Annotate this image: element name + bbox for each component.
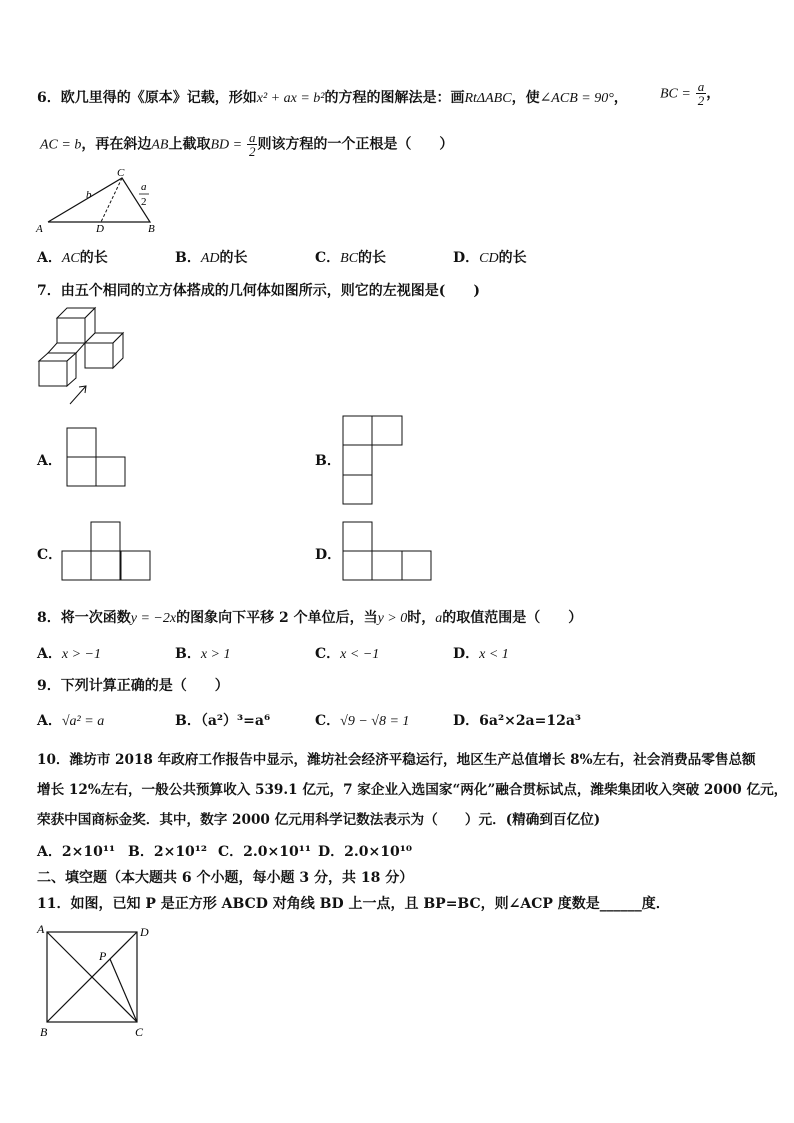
- option-math: AC: [61, 251, 80, 266]
- option-label: D．: [453, 713, 480, 729]
- option-label: B．: [175, 646, 201, 662]
- q6-bc-lhs: BC =: [660, 86, 691, 102]
- option-math: （a²）³=a⁶: [200, 713, 271, 729]
- frac-num: a: [248, 130, 256, 145]
- option-label: B．: [175, 713, 201, 729]
- q7-option-d[interactable]: D．: [315, 547, 342, 563]
- q6-text: ，: [706, 85, 721, 102]
- option-label: B．: [175, 250, 201, 266]
- label-two: 2: [141, 196, 147, 208]
- q6-text: ，: [613, 90, 628, 106]
- option-label: B．: [128, 844, 154, 860]
- q6-bd-lhs: BD =: [210, 137, 243, 153]
- option-label: C．: [315, 646, 341, 662]
- option-label: D．: [453, 250, 480, 266]
- option-label: A．: [37, 713, 62, 729]
- option-math: CD: [479, 251, 499, 266]
- option-text: 的长: [79, 250, 108, 266]
- q10-line1: 10．潍坊市 2018 年政府工作报告中显示，潍坊社会经济平稳运行，地区生产总值增长 8%左右，社会消费品零售总额: [37, 752, 756, 768]
- q6-text: ，使: [511, 90, 540, 106]
- q7-option-b[interactable]: B．: [315, 453, 341, 469]
- q7-stem: 7．由五个相同的立方体搭成的几何体如图所示，则它的左视图是( ): [37, 283, 480, 299]
- option-math: AD: [200, 251, 220, 266]
- label-a: A: [36, 223, 43, 235]
- label-d: D: [140, 925, 149, 939]
- option-text: 的长: [219, 250, 248, 266]
- option-math: √a² = a: [61, 714, 105, 729]
- option-label: C．: [315, 250, 341, 266]
- label-b: B: [40, 1025, 48, 1039]
- segment-pc: [110, 959, 137, 1022]
- q6-angle: ∠ACB = 90°: [539, 91, 614, 106]
- option-label: D．: [318, 844, 345, 860]
- option-label: A．: [37, 844, 62, 860]
- frac-den: 2: [697, 93, 705, 108]
- label-side-a: a: [141, 181, 147, 193]
- q8-function: y = −2x: [130, 611, 177, 626]
- q6-ac: AC = b: [40, 137, 82, 153]
- q11-stem: 11．如图，已知 P 是正方形 ABCD 对角线 BD 上一点，且 BP=BC，则∠ACP 度数是______度．: [37, 896, 670, 912]
- q6-text: 则该方程的一个正根是（ ）: [257, 136, 454, 153]
- option-math: 2×10¹²: [153, 844, 208, 860]
- option-math: 2×10¹¹: [61, 844, 116, 860]
- q6-text: 的方程的图解法是：画: [324, 90, 465, 106]
- option-math: x > 1: [200, 647, 231, 662]
- q9-stem: 9．下列计算正确的是（ ）: [37, 678, 229, 694]
- q8-condition: y > 0: [377, 611, 408, 626]
- q8-text: 时，: [407, 610, 436, 626]
- section-heading-fill-in: 二、填空题（本大题共 6 个小题，每小题 3 分，共 18 分）: [37, 870, 414, 886]
- option-label: C．: [315, 713, 341, 729]
- q8-variable: a: [435, 611, 443, 626]
- q7-option-a[interactable]: A．: [37, 453, 62, 469]
- option-math: 2.0×10¹⁰: [344, 844, 412, 860]
- q6-text: 6．欧几里得的《原本》记载，形如: [37, 90, 257, 106]
- option-math: x > −1: [61, 647, 101, 662]
- q8-text: 的取值范围是（ ）: [442, 610, 583, 626]
- option-label: A．: [37, 646, 62, 662]
- label-a: A: [37, 922, 45, 936]
- label-c: C: [135, 1025, 144, 1039]
- q10-line3: 荣获中国商标金奖．其中，数字 2000 亿元用科学记数法表示为（ ）元．(精确到百亿位): [37, 812, 601, 828]
- option-math: x < −1: [340, 647, 380, 662]
- option-text: 的长: [358, 250, 387, 266]
- option-math: BC: [340, 251, 359, 266]
- q10-line2: 增长 12%左右，一般公共预算收入 539.1 亿元，7 家企业入选国家“两化”融合贯标试点，潍柴集团收入突破 2000 亿元，: [37, 782, 788, 798]
- frac-num: a: [697, 79, 705, 94]
- option-label: D．: [453, 646, 480, 662]
- option-math: 6a²×2a=12a³: [479, 713, 582, 729]
- q6-equation: x² + ax = b²: [256, 91, 325, 106]
- label-b: B: [148, 223, 155, 235]
- option-text: 的长: [498, 250, 527, 266]
- label-side-b: b: [86, 189, 92, 201]
- option-math: x < 1: [479, 647, 509, 662]
- q6-text: 上截取: [168, 136, 211, 153]
- q6-text: ，再在斜边: [81, 136, 152, 153]
- q8-text: 的图象向下平移 2 个单位后，当: [176, 610, 378, 626]
- label-p: P: [99, 949, 107, 963]
- option-label: A．: [37, 250, 62, 266]
- option-label: C．: [218, 844, 244, 860]
- label-d: D: [96, 223, 104, 235]
- q8-text: 8．将一次函数: [37, 610, 131, 626]
- option-math: 2.0×10¹¹: [243, 844, 311, 860]
- frac-den: 2: [248, 144, 256, 159]
- q6-triangle: RtΔABC: [464, 91, 512, 106]
- label-c: C: [117, 167, 125, 179]
- q7-option-c[interactable]: C．: [37, 547, 63, 563]
- option-math: √9 − √8 = 1: [340, 714, 410, 729]
- q6-ab: AB: [151, 137, 169, 153]
